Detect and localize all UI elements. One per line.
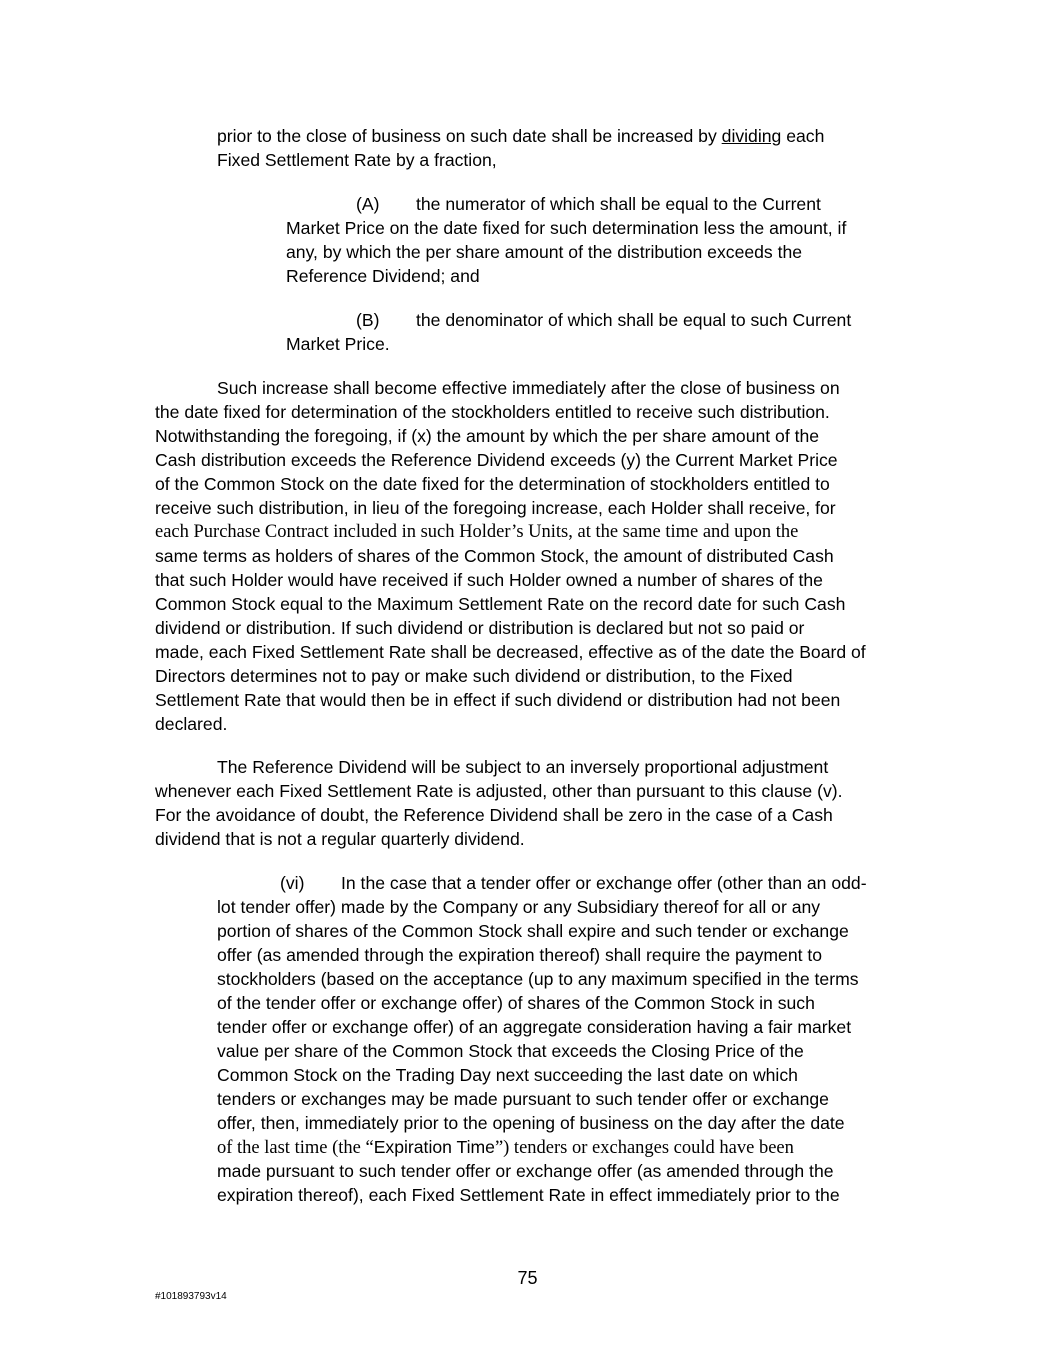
clause-vi xyxy=(217,871,867,1207)
document-id: #101893793v14 xyxy=(155,1291,227,1302)
text-line: portion of shares of the Common Stock shall expire and such tender or exchange xyxy=(217,921,849,941)
text-line: dividend or distribution. If such dividend or distribution is declared but not so paid or xyxy=(155,618,805,638)
paragraph-increase xyxy=(155,376,866,736)
text-line: Reference Dividend; and xyxy=(286,266,480,286)
text-line: offer, then, immediately prior to the opening of business on the day after the date xyxy=(217,1113,845,1133)
text-line xyxy=(217,871,867,895)
text-line: Fixed Settlement Rate by a fraction, xyxy=(217,150,497,170)
paragraph-intro xyxy=(217,124,824,172)
text-line: the date fixed for determination of the stockholders entitled to receive such distribution. xyxy=(155,402,830,422)
text-run: each xyxy=(781,126,825,146)
text-line: Directors determines not to pay or make such dividend or distribution, to the Fixed xyxy=(155,666,793,686)
text-line: made pursuant to such tender offer or exchange offer (as amended through the xyxy=(217,1161,834,1181)
text-line xyxy=(286,192,846,216)
text-line xyxy=(217,124,824,148)
text-line: lot tender offer) made by the Company or any Subsidiary thereof for all or any xyxy=(217,897,821,917)
text-line xyxy=(217,1135,867,1159)
text-line: of the tender offer or exchange offer) of shares of the Common Stock in such xyxy=(217,993,815,1013)
text-line: same terms as holders of shares of the Common Stock, the amount of distributed Cash xyxy=(155,546,834,566)
text-line: declared. xyxy=(155,714,228,734)
text-run: the numerator of which shall be equal to the Current xyxy=(416,194,821,214)
text-run: of the last time (the “ xyxy=(217,1138,374,1158)
text-line: Common Stock on the Trading Day next succeeding the last date on which xyxy=(217,1065,798,1085)
clause-label: (vi) xyxy=(280,873,305,893)
text-line: dividend that is not a regular quarterly dividend. xyxy=(155,829,525,849)
text-line: For the avoidance of doubt, the Reference Dividend shall be zero in the case of a Cash xyxy=(155,805,833,825)
text-line: any, by which the per share amount of the distribution exceeds the xyxy=(286,242,803,262)
text-line: that such Holder would have received if such Holder owned a number of shares of the xyxy=(155,570,823,590)
text-line: value per share of the Common Stock that exceeds the Closing Price of the xyxy=(217,1041,804,1061)
text-run: the denominator of which shall be equal to such Current xyxy=(416,310,852,330)
text-line: tender offer or exchange offer) of an aggregate consideration having a fair market xyxy=(217,1017,852,1037)
text-line xyxy=(155,376,866,400)
text-run: In the case that a tender offer or exchange offer (other than an odd- xyxy=(341,873,867,893)
text-line: receive such distribution, in lieu of the foregoing increase, each Holder shall receive, for xyxy=(155,498,836,518)
clause-b xyxy=(286,308,851,356)
clause-label: (B) xyxy=(356,310,380,330)
defined-term: Expiration Time xyxy=(373,1137,495,1157)
text-line: whenever each Fixed Settlement Rate is adjusted, other than pursuant to this clause (v). xyxy=(155,781,843,801)
text-line: each Purchase Contract included in such Holder’s Units, at the same time and upon the xyxy=(155,522,799,542)
page-number: 75 xyxy=(517,1268,538,1288)
text-line: Settlement Rate that would then be in effect if such dividend or distribution had not been xyxy=(155,690,841,710)
text-line: of the Common Stock on the date fixed for the determination of stockholders entitled to xyxy=(155,474,830,494)
text-line xyxy=(155,755,843,779)
text-line: expiration thereof), each Fixed Settlement Rate in effect immediately prior to the xyxy=(217,1185,840,1205)
text-line: Market Price. xyxy=(286,334,390,354)
underlined-term: dividing xyxy=(721,126,782,146)
text-line xyxy=(286,308,851,332)
text-run: prior to the close of business on such date shall be increased by xyxy=(217,126,722,146)
clause-a xyxy=(286,192,846,288)
text-line: Common Stock equal to the Maximum Settlement Rate on the record date for such Cash xyxy=(155,594,846,614)
paragraph-reference-dividend xyxy=(155,755,843,851)
text-run: ”) tenders or exchanges could have been xyxy=(494,1138,794,1158)
text-line: offer (as amended through the expiration thereof) shall require the payment to xyxy=(217,945,823,965)
text-line: tenders or exchanges may be made pursuant to such tender offer or exchange xyxy=(217,1089,829,1109)
text-line: Notwithstanding the foregoing, if (x) the amount by which the per share amount of the xyxy=(155,426,820,446)
text-run: Such increase shall become effective immediately after the close of business on xyxy=(217,378,840,398)
text-line: made, each Fixed Settlement Rate shall be decreased, effective as of the date the Board of xyxy=(155,642,866,662)
text-line: Cash distribution exceeds the Reference Dividend exceeds (y) the Current Market Price xyxy=(155,450,838,470)
text-line: stockholders (based on the acceptance (up to any maximum specified in the terms xyxy=(217,969,859,989)
text-line: Market Price on the date fixed for such determination less the amount, if xyxy=(286,218,847,238)
text-run: The Reference Dividend will be subject to an inversely proportional adjustment xyxy=(217,757,829,777)
clause-label: (A) xyxy=(356,194,380,214)
